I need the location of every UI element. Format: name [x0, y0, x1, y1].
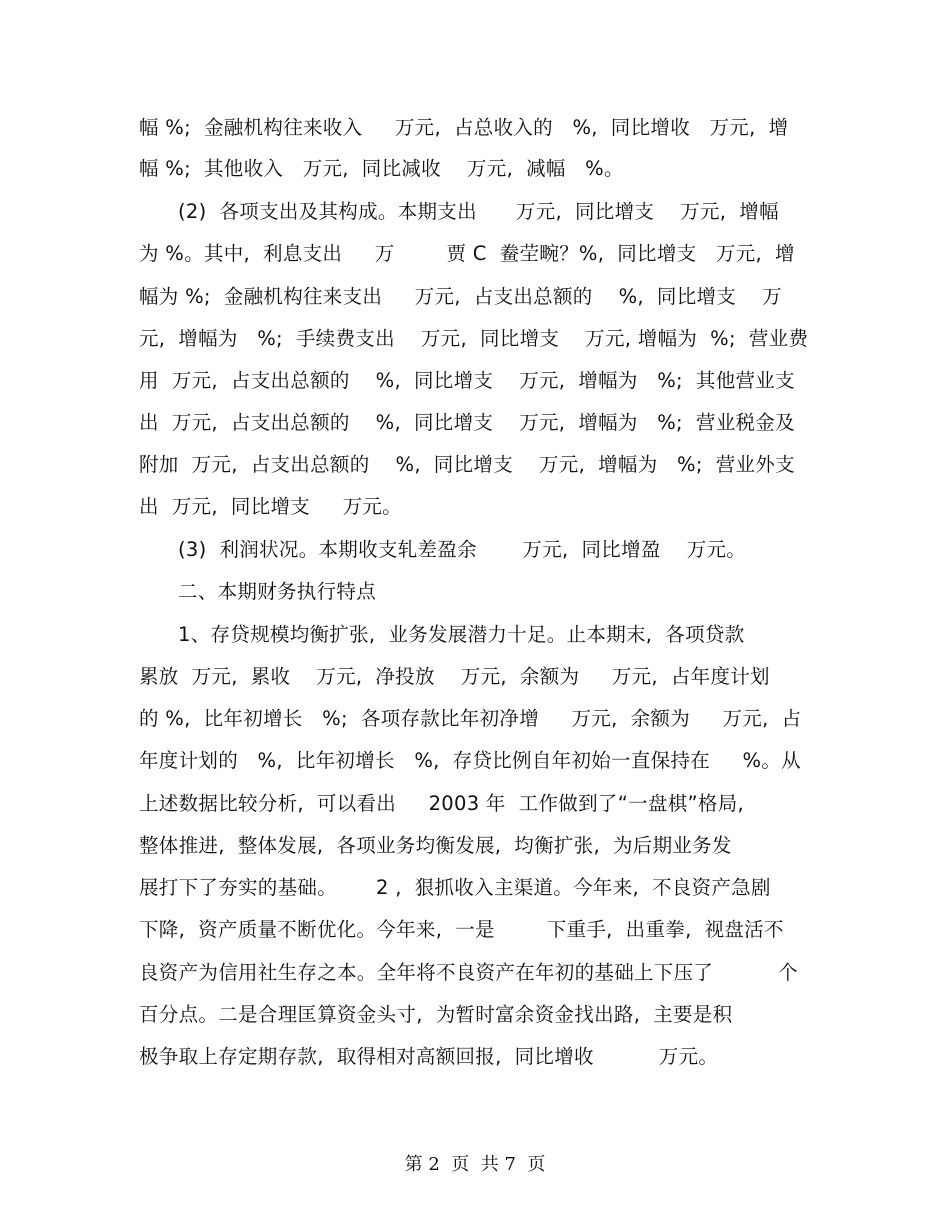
- body-text-line: 年度计划的 %, 比年初增长 %, 存贷比例自年初始一直保持在 %。从: [139, 749, 801, 772]
- body-text-line: 百分点。二是合理匡算资金头寸, 为暂时富余资金找出路, 主要是积: [139, 1003, 733, 1026]
- body-text-line: 出 万元, 占支出总额的 %, 同比增支 万元, 增幅为 %; 营业税金及: [139, 411, 795, 434]
- body-text-line: 良资产为信用社生存之本。全年将不良资产在年初的基础上下压了 个: [139, 961, 798, 984]
- body-text-line: 展打下了夯实的基础。 2 , 狠抓收入主渠道。今年来, 不良资产急剧: [139, 876, 771, 899]
- page-footer: 第 2 页 共 7 页: [404, 1154, 546, 1175]
- body-text-line: 的 %, 比年初增长 %; 各项存款比年初净增 万元, 余额为 万元, 占: [139, 707, 802, 730]
- body-text-line: 极争取上存定期存款, 取得相对高额回报, 同比增收 万元。: [139, 1045, 719, 1068]
- body-text-line: 上述数据比较分析, 可以看出 2003 年 工作做到了“一盘棋”格局,: [139, 792, 745, 815]
- body-text-line: 为 %。其中, 利息支出 万 贾 C 鲞茔畹？%, 同比增支 万元, 增: [139, 242, 795, 265]
- body-text-line: 幅 %; 金融机构往来收入 万元, 占总收入的 %, 同比增收 万元, 增: [139, 116, 789, 139]
- body-text-line: 1、存贷规模均衡扩张, 业务发展潜力十足。止本期末, 各项贷款: [139, 623, 745, 646]
- section-heading: 二、本期财务执行特点: [139, 580, 376, 603]
- body-text-line: 累放 万元, 累收 万元, 净投放 万元, 余额为 万元, 占年度计划: [139, 665, 770, 688]
- body-text-line: 整体推进, 整体发展, 各项业务均衡发展, 均衡扩张, 为后期业务发: [139, 834, 732, 857]
- body-text-line: 幅为 %; 金融机构往来支出 万元, 占支出总额的 %, 同比增支 万: [139, 285, 782, 308]
- body-text-line: 用 万元, 占支出总额的 %, 同比增支 万元, 增幅为 %; 其他营业支: [139, 369, 795, 392]
- body-text-line: (3) 利润状况。本期收支轧差盈余 万元, 同比增盈 万元。: [139, 538, 747, 561]
- body-text-line: (2) 各项支出及其构成。本期支出 万元, 同比增支 万元, 增幅: [139, 200, 779, 223]
- body-text-line: 幅 %; 其他收入 万元, 同比减收 万元, 减幅 %。: [139, 157, 624, 180]
- body-text-line: 附加 万元, 占支出总额的 %, 同比增支 万元, 增幅为 %; 营业外支: [139, 453, 795, 476]
- body-text-line: 下降, 资产质量不断优化。今年来, 一是 下重手, 出重拳, 视盘活不: [139, 918, 784, 941]
- body-text-line: 元, 增幅为 %; 手续费支出 万元, 同比增支 万元, 增幅为 %; 营业费: [139, 327, 809, 350]
- body-text-line: 出 万元, 同比增支 万元。: [139, 495, 402, 518]
